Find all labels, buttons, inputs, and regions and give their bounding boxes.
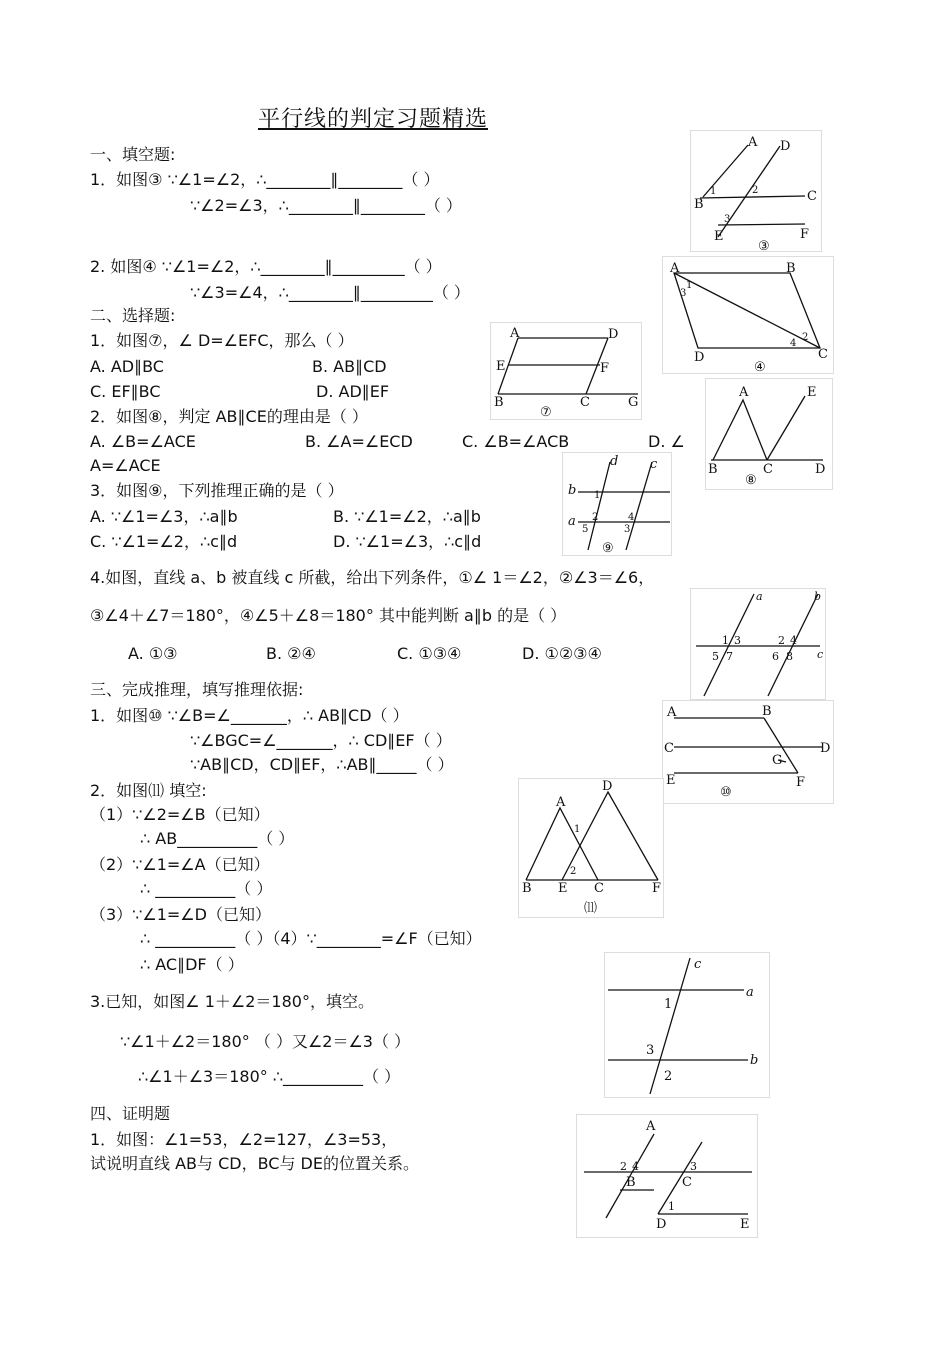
fig-ab-label: c [817, 648, 824, 661]
q1-line2: ∵∠2=∠3，∴________∥________（ ） [190, 196, 462, 215]
fig3-label: C [807, 189, 817, 204]
q1-line1: 1．如图③ ∵∠1=∠2，∴________∥________（ ） [90, 170, 440, 189]
fig7-label: D [608, 327, 619, 342]
r2-p2-given: （2）∵∠1=∠A（已知） [90, 855, 270, 874]
fig10-label: D [820, 741, 831, 756]
fig8-label: B [708, 462, 718, 477]
fig4-label: ④ [754, 360, 766, 374]
fig7-label: F [600, 361, 610, 376]
fig7-label: E [496, 359, 506, 374]
c2-option-d: D. ∠ [648, 432, 685, 451]
fig-proof-label: A [646, 1119, 656, 1134]
figure-3 [690, 130, 822, 252]
fig10-label: A [667, 705, 677, 720]
fig9-label: ⑨ [602, 541, 614, 556]
c3-option-b: B. ∵∠1=∠2，∴a∥b [333, 507, 481, 526]
r3-stem: 3.已知，如图∠ 1＋∠2＝180°，填空。 [90, 992, 374, 1011]
fig-c-label: 2 [664, 1069, 673, 1084]
c3-option-a: A. ∵∠1=∠3，∴a∥b [90, 507, 238, 526]
r2-p4-result: ∴ AC∥DF（ ） [140, 955, 244, 974]
figure-7 [490, 322, 642, 420]
fig11-label: B [522, 881, 532, 896]
fig11-label: 1 [574, 824, 581, 835]
fig11-label: E [558, 881, 568, 896]
c4-option-c: C. ①③④ [397, 644, 462, 663]
fig-ab-label: 5 [712, 650, 719, 663]
c1-option-b: B. AB∥CD [312, 357, 387, 376]
r2-stem: 2．如图⑾ 填空: [90, 781, 207, 800]
fig10-label: E [666, 773, 676, 788]
fig-proof-label: C [682, 1175, 692, 1190]
figure-4 [662, 256, 834, 374]
fig3-label: B [694, 197, 704, 212]
fig11-label: C [594, 881, 604, 896]
r2-p3-given: （3）∵∠1=∠D（已知） [90, 905, 271, 924]
fig-ab-label: 3 [734, 634, 741, 647]
fig7-label: ⑦ [540, 405, 552, 420]
fig-ab-label: 8 [786, 650, 793, 663]
fig-proof-label: D [656, 1217, 667, 1232]
fig8-label: C [763, 462, 773, 477]
fig3-label: E [714, 229, 724, 244]
fig10-label: B [762, 704, 772, 719]
c3-option-c: C. ∵∠1=∠2，∴c∥d [90, 532, 238, 551]
fig9-label: c [650, 457, 658, 472]
fig-proof-label: 1 [668, 1200, 675, 1213]
c1-option-a: A. AD∥BC [90, 357, 164, 376]
c1-stem: 1．如图⑦，∠ D=∠EFC，那么（ ） [90, 331, 354, 350]
fig-c-label: b [750, 1053, 759, 1068]
fig7-label: A [510, 326, 520, 341]
fig10-label: ⑩ [720, 785, 732, 800]
fig3-label: A [748, 135, 758, 150]
fig-c-label: 3 [646, 1043, 655, 1058]
figure-11 [518, 778, 664, 918]
fig3-label: 3 [724, 214, 731, 225]
r2-p2-result: ∴ __________（ ） [140, 879, 273, 898]
fig9-label: a [568, 514, 576, 529]
figure-ab-transversal [690, 588, 826, 700]
c4-option-b: B. ②④ [266, 644, 316, 663]
c2-stem: 2．如图⑧，判定 AB∥CE的理由是（ ） [90, 407, 368, 426]
fig-ab-label: a [756, 590, 763, 603]
fig8-label: E [807, 385, 817, 400]
section-choice: 二、选择题: [90, 306, 176, 325]
fig9-label: 2 [592, 512, 599, 523]
fig11-label: F [652, 881, 662, 896]
fig11-label: A [556, 795, 566, 810]
fig-ab-label: b [814, 590, 822, 603]
fig8-label: ⑧ [745, 473, 757, 488]
figure-angles-c [604, 952, 770, 1098]
r2-p1-result: ∴ AB__________（ ） [140, 829, 295, 848]
fig11-label: ⑾ [584, 901, 598, 916]
fig4-label: D [694, 350, 705, 365]
fig-proof-label: E [740, 1217, 750, 1232]
c2-option-a: A. ∠B=∠ACE [90, 432, 196, 451]
fig-ab-label: 7 [726, 650, 733, 663]
c2-option-b: B. ∠A=∠ECD [305, 432, 413, 451]
c4-stem-2: ③∠4＋∠7＝180°，④∠5＋∠8＝180° 其中能判断 a∥b 的是（ ） [90, 606, 567, 625]
fig4-label: 1 [686, 280, 693, 291]
fig7-label: G [628, 395, 639, 410]
page-title: 平行线的判定习题精选 [258, 107, 489, 132]
fig7-label: C [580, 395, 590, 410]
fig4-label: 3 [680, 288, 687, 299]
section-proof: 四、证明题 [90, 1104, 171, 1123]
fig3-label: 1 [710, 186, 717, 197]
r3-line1: ∵∠1＋∠2＝180° （ ）又∠2＝∠3（ ） [120, 1032, 411, 1051]
fig10-label: F [796, 775, 806, 790]
fig-ab-label: 2 [778, 634, 785, 647]
fig9-label: 4 [628, 512, 635, 523]
fig4-label: 2 [802, 332, 809, 343]
fig-proof-label: 4 [632, 1160, 639, 1173]
c4-option-d: D. ①②③④ [522, 644, 602, 663]
fig10-label: G [772, 753, 783, 768]
fig-proof-label: 2 [620, 1160, 627, 1173]
fig11-label: D [602, 779, 613, 794]
r3-line2: ∴∠1＋∠3＝180° ∴__________（ ） [138, 1067, 401, 1086]
q2-line2: ∵∠3=∠4，∴________∥_________（ ） [190, 283, 470, 302]
r1-line3: ∵AB∥CD，CD∥EF，∴AB∥_____（ ） [190, 755, 454, 774]
fig11-label: 2 [570, 866, 577, 877]
c1-option-d: D. AD∥EF [316, 382, 390, 401]
figure-proof [576, 1114, 758, 1238]
fig9-label: 1 [594, 490, 601, 501]
fig9-label: 3 [624, 524, 631, 535]
c3-stem: 3．如图⑨，下列推理正确的是（ ） [90, 481, 344, 500]
fig7-label: B [494, 395, 504, 410]
fig-c-label: 1 [664, 997, 673, 1012]
fig8-label: D [815, 462, 826, 477]
fig9-label: d [610, 454, 619, 469]
fig3-label: 2 [752, 185, 759, 196]
q2-line1: 2. 如图④ ∵∠1=∠2，∴________∥_________（ ） [90, 257, 442, 276]
fig4-label: 4 [790, 338, 797, 349]
fig4-label: C [818, 347, 828, 362]
fig-ab-label: 4 [790, 634, 797, 647]
c4-stem-1: 4.如图，直线 a、b 被直线 c 所截，给出下列条件，①∠ 1＝∠2，②∠3＝∠6， [90, 568, 655, 587]
fig-c-label: c [694, 957, 702, 972]
r2-p1-given: （1）∵∠2=∠B（已知） [90, 805, 270, 824]
c2-option-c: C. ∠B=∠ACB [462, 432, 570, 451]
fig-proof-label: B [626, 1175, 636, 1190]
figure-8 [705, 378, 833, 490]
figure-9 [562, 452, 672, 556]
c1-option-c: C. EF∥BC [90, 382, 161, 401]
fig3-label: ③ [758, 239, 770, 252]
fig4-label: B [786, 261, 796, 276]
r2-p3-result: ∴ __________（ ）（4）∵________=∠F（已知） [140, 929, 482, 948]
section-fill-blank: 一、填空题: [90, 145, 176, 164]
fig-c-label: a [746, 985, 754, 1000]
fig9-label: 5 [582, 524, 589, 535]
fig10-label: C [664, 741, 674, 756]
r1-line1: 1．如图⑩ ∵∠B=∠_______，∴ AB∥CD（ ） [90, 706, 409, 725]
fig8-label: A [739, 385, 749, 400]
fig-ab-label: 6 [772, 650, 779, 663]
fig9-label: b [568, 483, 577, 498]
c4-option-a: A. ①③ [128, 644, 178, 663]
r1-line2: ∵∠BGC=∠_______，∴ CD∥EF（ ） [190, 731, 452, 750]
figure-10 [662, 700, 834, 804]
fig4-label: A [670, 261, 680, 276]
c2-option-d-cont: A=∠ACE [90, 456, 161, 475]
p1-stem: 1．如图：∠1=53，∠2=127，∠3=53， [90, 1130, 398, 1149]
p1-question: 试说明直线 AB与 CD，BC与 DE的位置关系。 [90, 1154, 419, 1173]
c3-option-d: D. ∵∠1=∠3，∴c∥d [333, 532, 482, 551]
fig-ab-label: 1 [722, 634, 729, 647]
section-reasoning: 三、完成推理，填写推理依据: [90, 680, 304, 699]
fig3-label: D [780, 139, 791, 154]
fig-proof-label: 3 [690, 1160, 697, 1173]
fig3-label: F [800, 227, 810, 242]
